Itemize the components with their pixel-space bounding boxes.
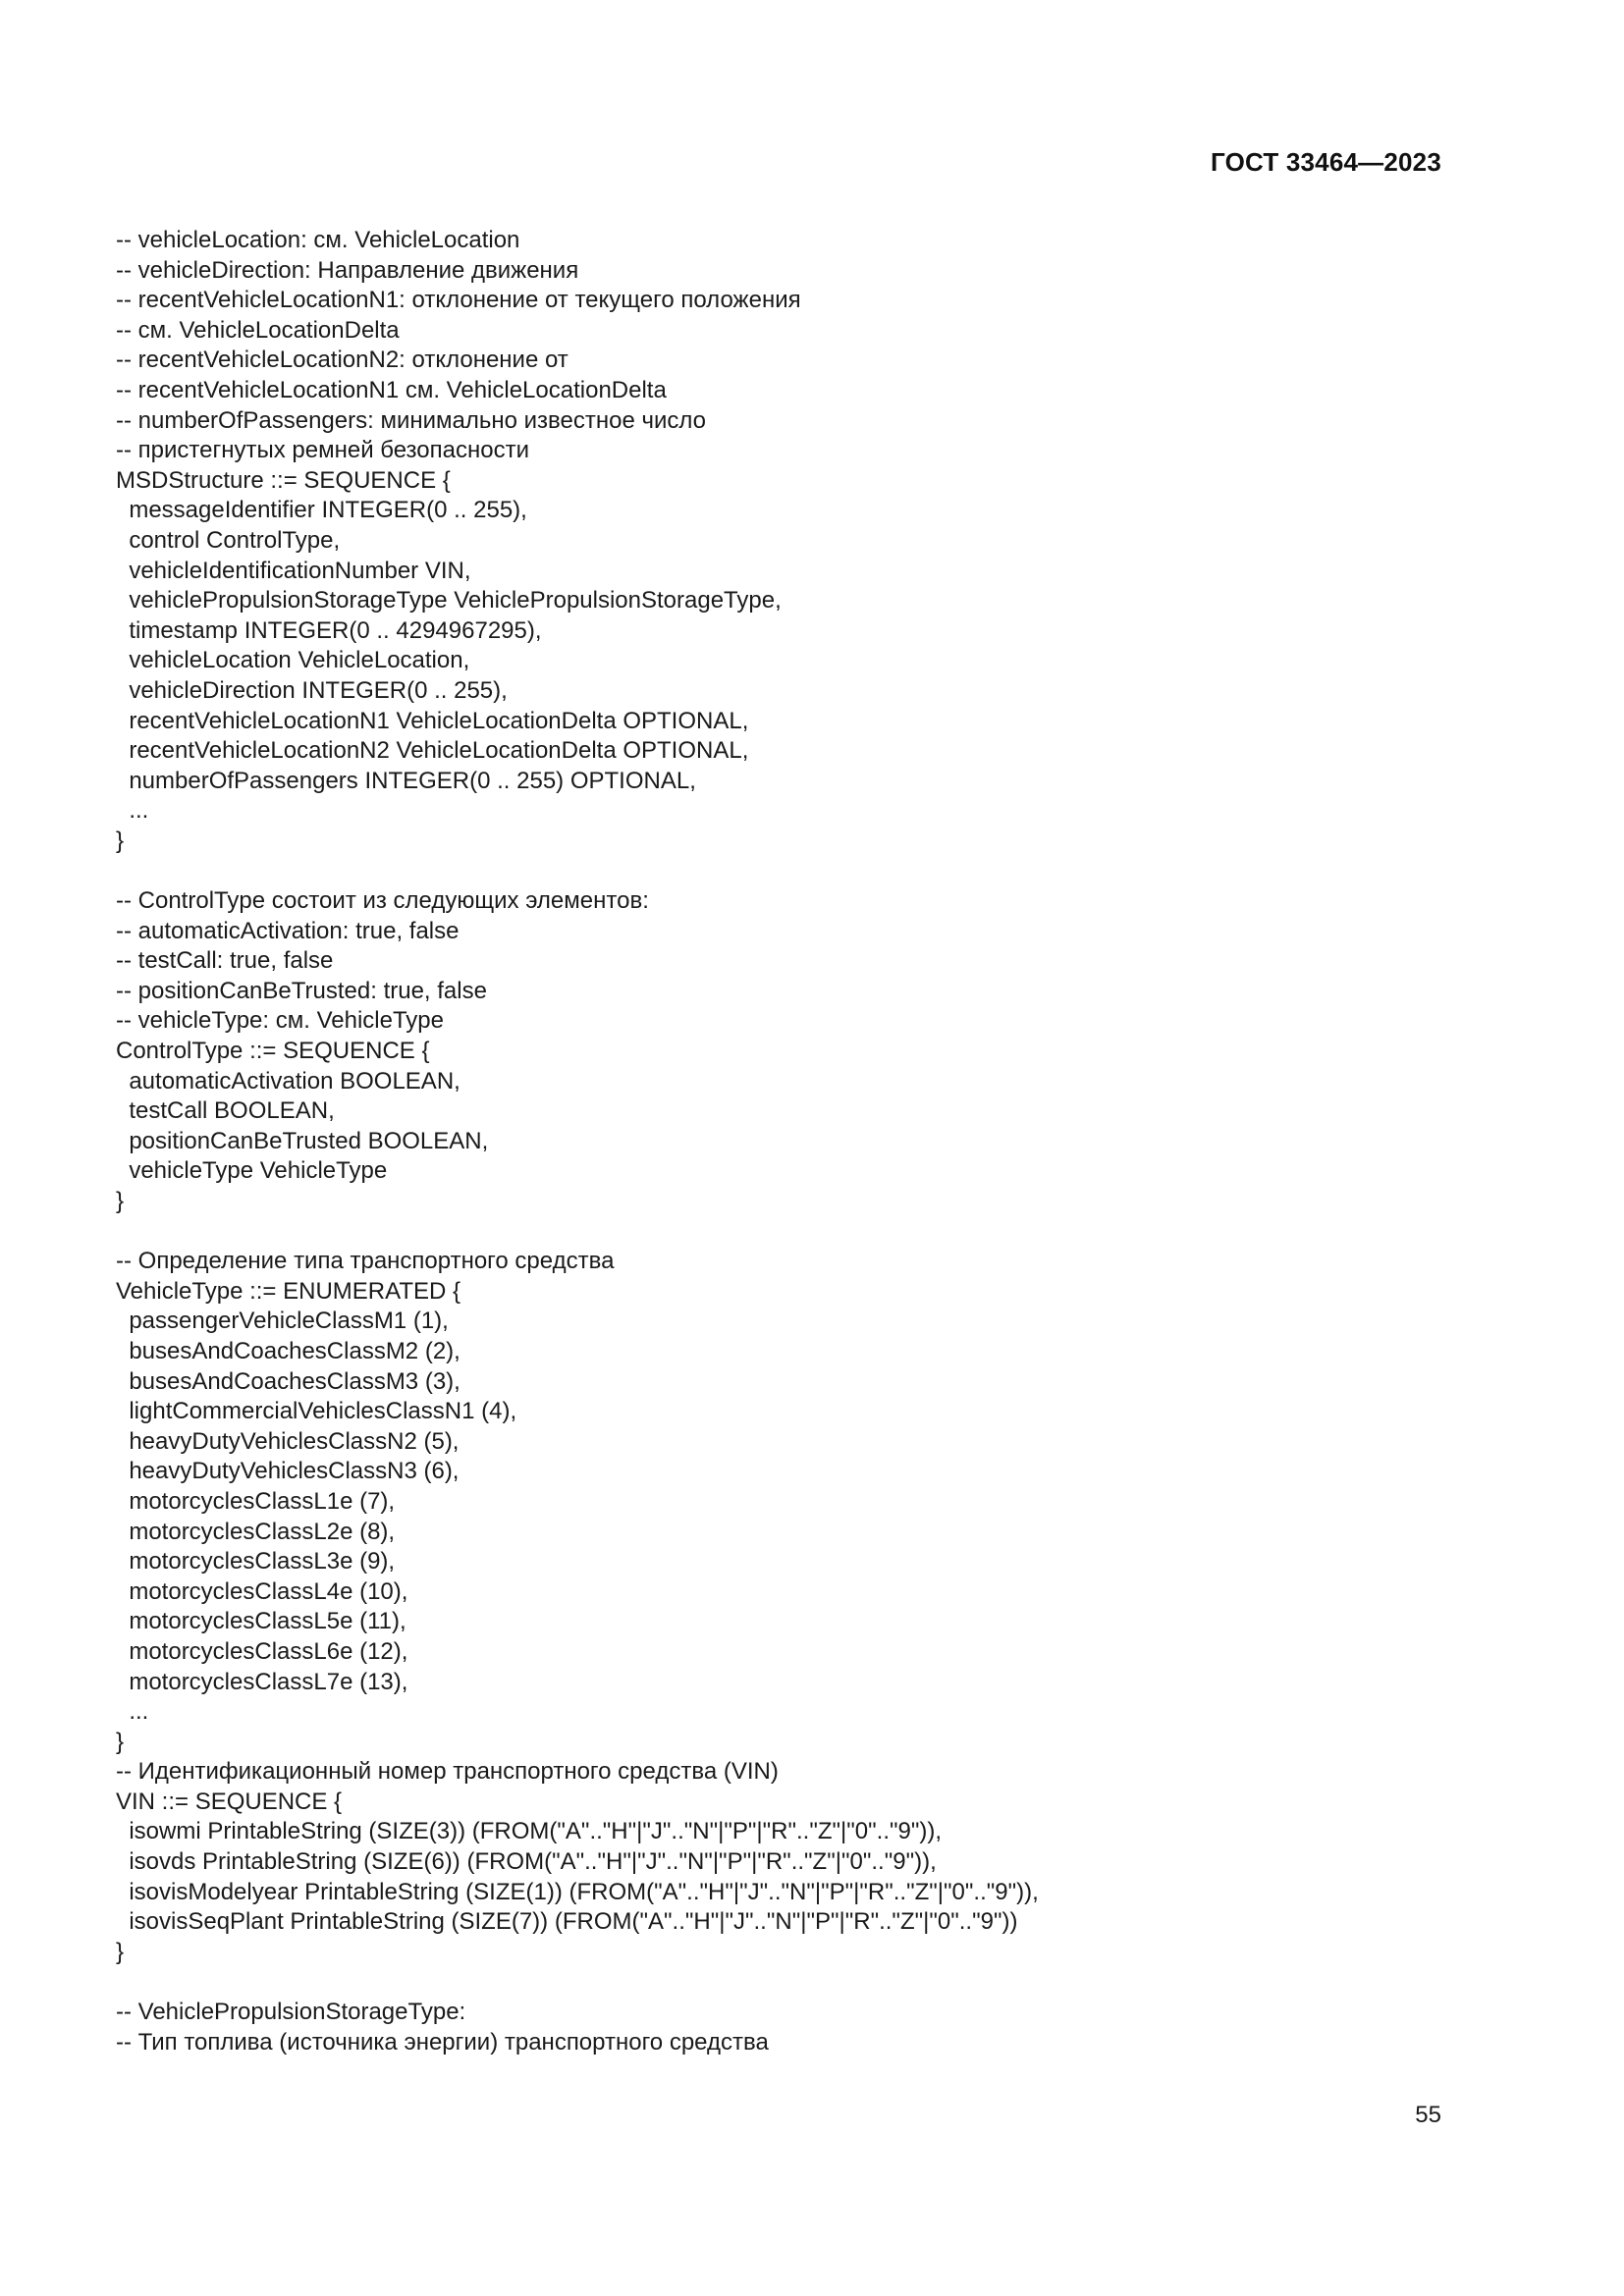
- code-line: lightCommercialVehiclesClassN1 (4),: [116, 1398, 517, 1425]
- code-line: isovds PrintableString (SIZE(6)) (FROM("A".."H"|"J".."N"|"P"|"R".."Z"|"0".."9")),: [116, 1848, 937, 1876]
- code-line: }: [116, 1188, 125, 1214]
- code-line: passengerVehicleClassM1 (1),: [116, 1308, 449, 1335]
- code-line: -- numberOfPassengers: минимально известное число: [116, 406, 707, 434]
- code-line: ...: [116, 797, 149, 825]
- page-number: 55: [1415, 2102, 1441, 2128]
- code-line: timestamp INTEGER(0 .. 4294967295),: [116, 616, 542, 644]
- code-line: automaticActivation BOOLEAN,: [116, 1067, 460, 1095]
- code-line: isowmi PrintableString (SIZE(3)) (FROM("A".."H"|"J".."N"|"P"|"R".."Z"|"0".."9")),: [116, 1818, 943, 1845]
- code-line: vehicleType VehicleType: [116, 1157, 388, 1185]
- code-line: -- automaticActivation: true, false: [116, 917, 460, 944]
- code-line: ...: [116, 1698, 149, 1726]
- code-line: vehicleIdentificationNumber VIN,: [116, 557, 471, 584]
- code-line: vehicleLocation VehicleLocation,: [116, 647, 470, 674]
- code-line: motorcyclesClassL6e (12),: [116, 1637, 408, 1665]
- code-line: messageIdentifier INTEGER(0 .. 255),: [116, 497, 527, 524]
- code-line: motorcyclesClassL5e (11),: [116, 1608, 406, 1635]
- code-line: -- Идентификационный номер транспортного средства (VIN): [116, 1758, 779, 1786]
- document-standard-id: ГОСТ 33464—2023: [1211, 147, 1441, 177]
- code-line: isovisSeqPlant PrintableString (SIZE(7)) (FROM("A".."H"|"J".."N"|"P"|"R".."Z"|"0".."9")): [116, 1908, 1018, 1936]
- code-line: ControlType ::= SEQUENCE {: [116, 1038, 430, 1065]
- code-line: -- recentVehicleLocationN1: отклонение от текущего положения: [116, 287, 801, 314]
- code-line: numberOfPassengers INTEGER(0 .. 255) OPTIONAL,: [116, 767, 696, 794]
- code-line: busesAndCoachesClassM2 (2),: [116, 1337, 460, 1364]
- code-line: heavyDutyVehiclesClassN3 (6),: [116, 1458, 460, 1485]
- code-line: motorcyclesClassL4e (10),: [116, 1577, 408, 1605]
- code-line: -- vehicleType: см. VehicleType: [116, 1007, 444, 1035]
- code-line: heavyDutyVehiclesClassN2 (5),: [116, 1427, 460, 1455]
- code-line: recentVehicleLocationN1 VehicleLocationDelta OPTIONAL,: [116, 707, 749, 734]
- code-line: VIN ::= SEQUENCE {: [116, 1788, 343, 1815]
- code-line: }: [116, 827, 125, 854]
- code-line: recentVehicleLocationN2 VehicleLocationDelta OPTIONAL,: [116, 737, 749, 765]
- code-line: [116, 1217, 1441, 1248]
- code-line: -- Определение типа транспортного средства: [116, 1248, 615, 1275]
- code-line: vehiclePropulsionStorageType VehiclePropulsionStorageType,: [116, 587, 782, 614]
- code-line: motorcyclesClassL1e (7),: [116, 1487, 396, 1515]
- code-line: -- ControlType состоит из следующих элементов:: [116, 887, 649, 915]
- code-line: -- positionCanBeTrusted: true, false: [116, 977, 487, 1004]
- code-line: MSDStructure ::= SEQUENCE {: [116, 466, 451, 494]
- code-line: -- Тип топлива (источника энергии) транспортного средства: [116, 2028, 769, 2056]
- code-line: positionCanBeTrusted BOOLEAN,: [116, 1127, 489, 1154]
- code-line: }: [116, 1728, 125, 1755]
- code-line: motorcyclesClassL7e (13),: [116, 1668, 408, 1695]
- code-line: -- VehiclePropulsionStorageType:: [116, 1999, 466, 2026]
- code-line: isovisModelyear PrintableString (SIZE(1)) (FROM("A".."H"|"J".."N"|"P"|"R".."Z"|"0".."9")),: [116, 1878, 1039, 1905]
- code-line: -- vehicleLocation: см. VehicleLocation: [116, 227, 520, 253]
- code-line: motorcyclesClassL2e (8),: [116, 1518, 396, 1545]
- code-line: -- vehicleDirection: Направление движения: [116, 256, 579, 284]
- code-line: -- testCall: true, false: [116, 947, 334, 975]
- code-line: -- recentVehicleLocationN2: отклонение от: [116, 347, 568, 374]
- code-line: -- recentVehicleLocationN1 см. VehicleLocationDelta: [116, 376, 667, 403]
- code-line: testCall BOOLEAN,: [116, 1097, 335, 1125]
- code-line: -- пристегнутых ремней безопасности: [116, 437, 529, 464]
- asn1-code-listing: [116, 226, 1441, 2057]
- code-line: }: [116, 1938, 125, 1965]
- code-line: motorcyclesClassL3e (9),: [116, 1548, 396, 1575]
- code-line: [116, 856, 1441, 886]
- code-line: busesAndCoachesClassM3 (3),: [116, 1367, 460, 1395]
- code-line: VehicleType ::= ENUMERATED {: [116, 1277, 461, 1305]
- code-line: vehicleDirection INTEGER(0 .. 255),: [116, 676, 508, 704]
- code-line: [116, 1967, 1441, 1998]
- code-line: control ControlType,: [116, 526, 341, 554]
- code-line: -- см. VehicleLocationDelta: [116, 316, 400, 344]
